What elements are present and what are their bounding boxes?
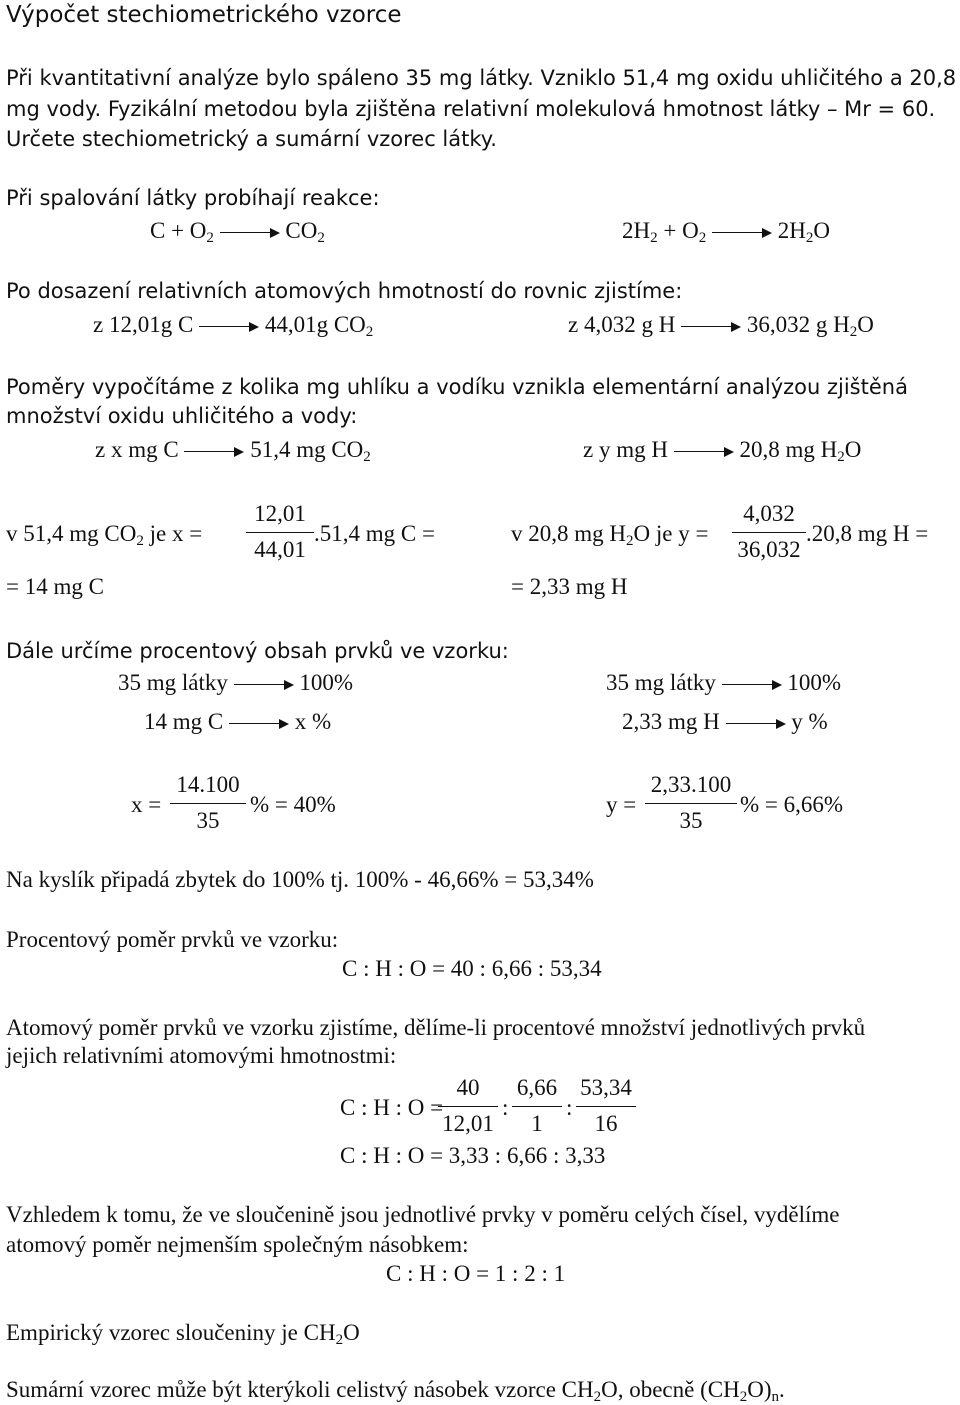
percent-h-line-2 bbox=[622, 708, 828, 736]
percent-h1-right: 100% bbox=[787, 670, 842, 695]
percent-x-label: x = bbox=[131, 792, 162, 817]
percent-c2-right: x % bbox=[294, 709, 332, 734]
atom-f3-denominator: 16 bbox=[594, 1111, 618, 1136]
calc-c-prefix-text: v 51,4 mg CO bbox=[6, 521, 137, 546]
calc-c-prefix-b: je x = bbox=[143, 521, 203, 546]
reaction-carbon bbox=[150, 217, 325, 245]
mass-h-right-b: O bbox=[857, 312, 874, 337]
calc-h-result: = 2,33 mg H bbox=[511, 574, 628, 599]
reactions-heading: Při spalování látky probíhají reakce: bbox=[6, 186, 380, 210]
atom-f2-denominator: 1 bbox=[531, 1111, 543, 1136]
percent-x-numerator: 14.100 bbox=[176, 772, 240, 797]
percent-c-line-1 bbox=[118, 669, 353, 697]
atom-ratio-result: C : H : O = 3,33 : 6,66 : 3,33 bbox=[340, 1143, 606, 1168]
reaction-h-right-sub: 2 bbox=[805, 230, 814, 246]
reaction-hydrogen bbox=[622, 217, 830, 245]
fraction-bar bbox=[576, 1106, 636, 1107]
mass-hydrogen bbox=[568, 311, 874, 339]
ratio-c-right: 51,4 mg CO bbox=[250, 437, 364, 462]
mass-carbon bbox=[93, 311, 373, 339]
percent-h-line-1 bbox=[606, 669, 841, 697]
empirical-text-b: O bbox=[343, 1320, 360, 1345]
summary-text-d: . bbox=[779, 1377, 785, 1402]
percent-y-denominator: 35 bbox=[679, 808, 703, 833]
arrow-icon bbox=[722, 680, 782, 690]
fraction-bar bbox=[732, 532, 806, 533]
percent-x-result: % = 40% bbox=[250, 792, 336, 817]
fraction-bar bbox=[645, 803, 737, 804]
percent-heading: Dále určíme procentový obsah prvků ve vzorku: bbox=[6, 639, 509, 663]
fraction-bar bbox=[512, 1106, 562, 1107]
calc-c-prefix-sub: 2 bbox=[136, 533, 144, 549]
atom-ratio-sep-1: : bbox=[502, 1095, 509, 1120]
mass-c-left: z 12,01g C bbox=[93, 312, 194, 337]
ratio-c-left: z x mg C bbox=[95, 437, 179, 462]
summary-text-c: O) bbox=[747, 1377, 772, 1402]
percent-h1-left: 35 mg látky bbox=[606, 670, 716, 695]
pct-ratio: C : H : O = 40 : 6,66 : 53,34 bbox=[342, 956, 602, 981]
percent-c-line-2 bbox=[144, 708, 331, 736]
summary-formula bbox=[6, 1376, 785, 1404]
percent-c1-right: 100% bbox=[299, 670, 354, 695]
empirical-text: Empirický vzorec sloučeniny je CH bbox=[6, 1320, 336, 1345]
arrow-icon bbox=[674, 447, 734, 457]
ratio-c-right-sub: 2 bbox=[363, 449, 371, 465]
atom-ratio-fraction-3 bbox=[576, 1074, 636, 1138]
intro-line-3: Určete stechiometrický a sumární vzorec látky. bbox=[6, 127, 497, 151]
ratio-carbon bbox=[95, 436, 371, 464]
masses-heading: Po dosazení relativních atomových hmotností do rovnic zjistíme: bbox=[6, 279, 683, 303]
calc-h-prefix-sub: 2 bbox=[626, 533, 634, 549]
percent-y-numerator: 2,33.100 bbox=[650, 772, 732, 797]
arrow-icon bbox=[229, 719, 289, 729]
ratio-h-right: 20,8 mg H bbox=[739, 437, 838, 462]
atom-ratio-heading-1: Atomový poměr prvků ve vzorku zjistíme, dělíme-li procentové množství jednotlivých prvků bbox=[6, 1015, 866, 1040]
arrow-icon bbox=[726, 719, 786, 729]
calc-h-prefix bbox=[511, 520, 708, 548]
summary-text-b: O, obecně (CH bbox=[601, 1377, 740, 1402]
reaction-c-right-sub: 2 bbox=[317, 230, 325, 246]
summary-text: Sumární vzorec může být kterýkoli celistvý násobek vzorce CH bbox=[6, 1377, 594, 1402]
empirical-sub: 2 bbox=[335, 1332, 344, 1348]
empirical-formula bbox=[6, 1319, 360, 1347]
calc-h-prefix-b: O je y = bbox=[633, 521, 709, 546]
percent-h2-right: y % bbox=[791, 709, 828, 734]
whole-heading-2: atomový poměr nejmenším společným násobkem: bbox=[6, 1232, 469, 1257]
reaction-h-sub1: 2 bbox=[650, 230, 658, 246]
arrow-icon bbox=[234, 680, 294, 690]
calc-h-prefix-text: v 20,8 mg H bbox=[511, 521, 626, 546]
reaction-c-sub: 2 bbox=[206, 230, 214, 246]
calc-h-fraction bbox=[732, 500, 806, 564]
atom-f1-numerator: 40 bbox=[456, 1075, 480, 1100]
calc-c-prefix bbox=[6, 520, 202, 548]
fraction-bar bbox=[246, 532, 314, 533]
arrow-icon bbox=[184, 447, 244, 457]
page-title: Výpočet stechiometrického vzorce bbox=[6, 2, 402, 28]
mass-c-right: 44,01g CO bbox=[264, 312, 366, 337]
atom-ratio-heading-2: jejich relativními atomovými hmotnostmi: bbox=[6, 1043, 397, 1068]
calc-h-denominator: 36,032 bbox=[737, 537, 801, 562]
reaction-h-left-a: 2H bbox=[622, 218, 651, 243]
percent-c1-left: 35 mg látky bbox=[118, 670, 228, 695]
whole-ratio: C : H : O = 1 : 2 : 1 bbox=[386, 1261, 566, 1286]
percent-y-fraction bbox=[645, 771, 737, 835]
mass-h-right-sub: 2 bbox=[849, 324, 858, 340]
ratio-h-right-sub: 2 bbox=[837, 449, 845, 465]
ratio-h-left: z y mg H bbox=[583, 437, 668, 462]
intro-line-1: Při kvantitativní analýze bylo spáleno 35 mg látky. Vzniklo 51,4 mg oxidu uhličitého a 20,8 bbox=[6, 66, 957, 90]
summary-sub-1: 2 bbox=[593, 1389, 602, 1405]
calc-c-suffix: .51,4 mg C = bbox=[314, 521, 435, 546]
percent-x-fraction bbox=[170, 771, 246, 835]
pct-ratio-heading: Procentový poměr prvků ve vzorku: bbox=[6, 927, 339, 952]
fraction-bar bbox=[438, 1106, 498, 1107]
arrow-icon bbox=[199, 322, 259, 332]
summary-sub-2: 2 bbox=[739, 1389, 748, 1405]
atom-f2-numerator: 6,66 bbox=[516, 1075, 558, 1100]
atom-ratio-sep-2: : bbox=[566, 1095, 573, 1120]
reaction-c-left: C + O bbox=[150, 218, 207, 243]
ratio-h-right-b: O bbox=[844, 437, 862, 462]
calc-c-result: = 14 mg C bbox=[6, 574, 104, 599]
whole-heading-1: Vzhledem k tomu, že ve sloučenině jsou jednotlivé prvky v poměru celých čísel, vydělíme bbox=[6, 1202, 840, 1227]
ratio-hydrogen bbox=[583, 436, 861, 464]
percent-y-label: y = bbox=[606, 792, 637, 817]
intro-line-2: mg vody. Fyzikální metodou byla zjištěna relativní molekulová hmotnost látky – Mr = 60. bbox=[6, 97, 936, 121]
percent-x-denominator: 35 bbox=[196, 808, 220, 833]
calc-h-suffix: .20,8 mg H = bbox=[806, 521, 929, 546]
mass-h-right: 36,032 g H bbox=[746, 312, 850, 337]
summary-sub-n: n bbox=[771, 1389, 779, 1405]
atom-f3-numerator: 53,34 bbox=[580, 1075, 632, 1100]
percent-h2-left: 2,33 mg H bbox=[622, 709, 720, 734]
calc-h-numerator: 4,032 bbox=[743, 501, 795, 526]
atom-ratio-fraction-2 bbox=[512, 1074, 562, 1138]
ratio-heading-1: Poměry vypočítáme z kolika mg uhlíku a vodíku vznikla elementární analýzou zjištěná bbox=[6, 375, 908, 399]
arrow-icon bbox=[681, 322, 741, 332]
mass-h-left: z 4,032 g H bbox=[568, 312, 676, 337]
atom-f1-denominator: 12,01 bbox=[442, 1111, 494, 1136]
arrow-icon bbox=[220, 228, 280, 238]
oxygen-line: Na kyslík připadá zbytek do 100% tj. 100% - 46,66% = 53,34% bbox=[6, 867, 594, 892]
arrow-icon bbox=[712, 228, 772, 238]
reaction-h-sub2: 2 bbox=[698, 230, 707, 246]
calc-c-fraction bbox=[246, 500, 314, 564]
percent-c2-left: 14 mg C bbox=[144, 709, 224, 734]
mass-c-right-sub: 2 bbox=[365, 324, 374, 340]
atom-ratio-fraction-1 bbox=[438, 1074, 498, 1138]
reaction-c-right: CO bbox=[285, 218, 318, 243]
calc-c-denominator: 44,01 bbox=[254, 537, 306, 562]
reaction-h-right-b: O bbox=[813, 218, 830, 243]
calc-c-numerator: 12,01 bbox=[254, 501, 306, 526]
fraction-bar bbox=[170, 803, 246, 804]
atom-ratio-label: C : H : O = bbox=[340, 1095, 444, 1120]
reaction-h-left-b: + O bbox=[657, 218, 699, 243]
reaction-h-right: 2H bbox=[777, 218, 806, 243]
ratio-heading-2: množství oxidu uhličitého a vody: bbox=[6, 404, 358, 428]
percent-y-result: % = 6,66% bbox=[740, 792, 844, 817]
